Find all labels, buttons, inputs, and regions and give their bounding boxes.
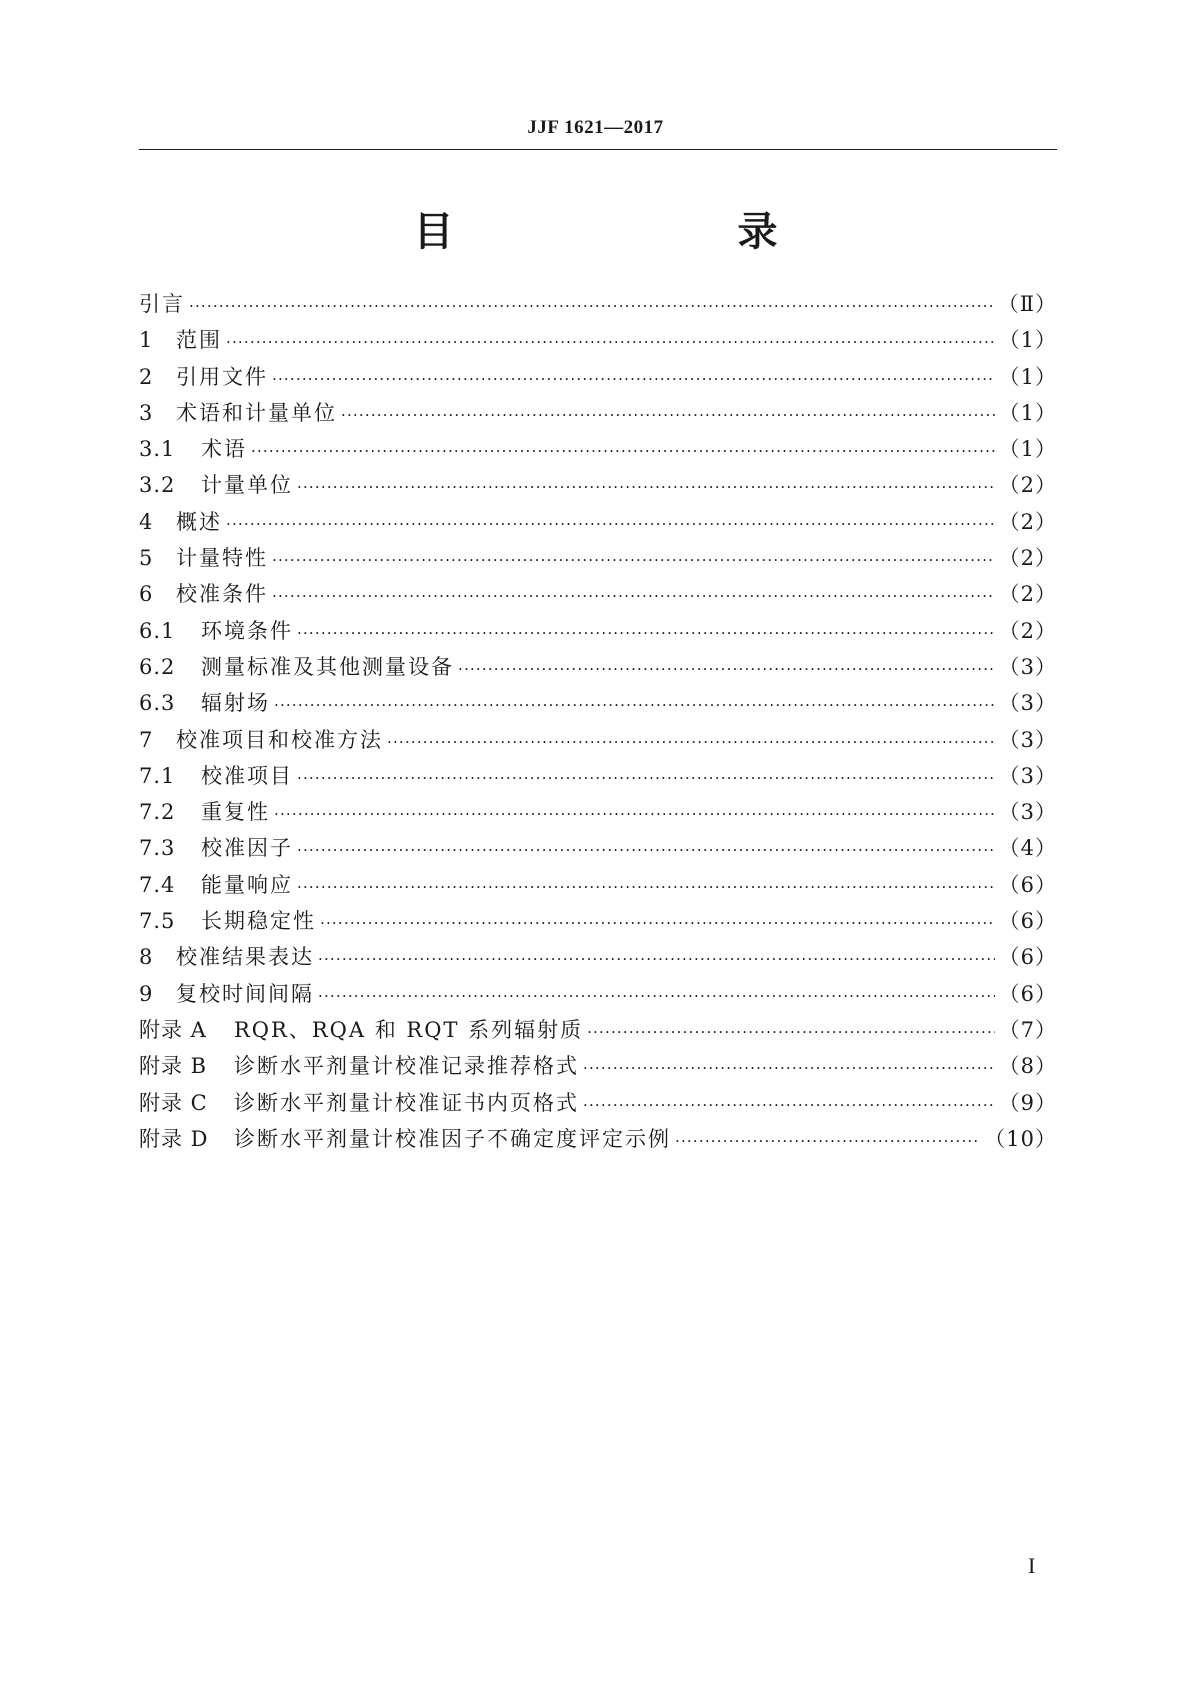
toc-entry-number: 附录 B bbox=[139, 1054, 208, 1079]
toc-entry-page: （3） bbox=[998, 691, 1057, 716]
toc-leader-dots bbox=[274, 687, 995, 723]
toc-entry-text: 计量单位 bbox=[201, 473, 293, 498]
toc-entry-page: （3） bbox=[998, 654, 1057, 679]
toc-entry-6-2[interactable] bbox=[139, 649, 1057, 685]
toc-entry-page: （2） bbox=[998, 509, 1057, 534]
toc-leader-dots bbox=[587, 1014, 995, 1050]
toc-entry-number: 7.2 bbox=[139, 800, 176, 825]
toc-entry-text: 校准条件 bbox=[176, 582, 268, 607]
toc-leader-dots bbox=[272, 542, 995, 578]
toc-entry-page: （1） bbox=[998, 400, 1057, 425]
toc-entry-number: 9 bbox=[139, 981, 154, 1006]
toc-entry-5[interactable] bbox=[139, 540, 1057, 576]
toc-entry-number: 附录 A bbox=[139, 1017, 207, 1042]
toc-leader-dots bbox=[272, 578, 995, 614]
toc-entry-number: 7.4 bbox=[139, 872, 176, 897]
toc-leader-dots bbox=[583, 1087, 995, 1123]
toc-entry-page: （6） bbox=[998, 945, 1057, 970]
toc-entry-2[interactable] bbox=[139, 359, 1057, 395]
toc-entry-page: （Ⅱ） bbox=[997, 292, 1057, 316]
toc-leader-dots bbox=[318, 941, 995, 977]
toc-entry-text: 计量特性 bbox=[176, 546, 268, 571]
toc-entry-number: 4 bbox=[139, 509, 154, 534]
toc-entry-text: 概述 bbox=[176, 509, 222, 534]
toc-entry-7-2[interactable] bbox=[139, 794, 1057, 830]
toc-entry-text: 校准结果表达 bbox=[176, 945, 314, 970]
toc-entry-6-3[interactable] bbox=[139, 685, 1057, 721]
toc-entry-page: （2） bbox=[998, 473, 1057, 498]
toc-title: 目 录 bbox=[413, 209, 846, 255]
toc-entry-page: （7） bbox=[998, 1017, 1057, 1042]
toc-entry-number: 6.2 bbox=[139, 654, 176, 679]
toc-leader-dots bbox=[297, 469, 995, 505]
toc-entry-text: 重复性 bbox=[201, 800, 270, 825]
page-number: I bbox=[1028, 1553, 1036, 1578]
toc-entry-text: 诊断水平剂量计校准证书内页格式 bbox=[234, 1090, 579, 1115]
toc-entry-number: 6.3 bbox=[139, 691, 176, 716]
toc-entry-number: 6.1 bbox=[139, 618, 176, 643]
toc-entry-text: 校准项目 bbox=[201, 763, 293, 788]
toc-entry-number: 7.1 bbox=[139, 763, 176, 788]
toc-entry-number: 1 bbox=[139, 328, 154, 353]
toc-leader-dots bbox=[251, 433, 995, 469]
toc-leader-dots bbox=[297, 869, 995, 905]
toc-entry-text: 能量响应 bbox=[201, 872, 293, 897]
toc-leader-dots bbox=[675, 1123, 980, 1159]
toc-entry-page: （1） bbox=[998, 328, 1057, 353]
toc-leader-dots bbox=[226, 506, 995, 542]
toc-leader-dots bbox=[341, 397, 995, 433]
toc-leader-dots bbox=[272, 361, 995, 397]
toc-leader-dots bbox=[297, 760, 995, 796]
toc-entry-number: 2 bbox=[139, 364, 154, 389]
toc-entry-number: 6 bbox=[139, 582, 154, 607]
toc-entry-number: 7.3 bbox=[139, 836, 176, 861]
toc-entry-text: 测量标准及其他测量设备 bbox=[201, 654, 454, 679]
header-rule bbox=[139, 149, 1057, 150]
toc-leader-dots bbox=[583, 1050, 995, 1086]
toc-entry-appendix-b[interactable] bbox=[139, 1048, 1057, 1084]
toc-entry-text: 环境条件 bbox=[201, 618, 293, 643]
document-code: JJF 1621—2017 bbox=[527, 117, 664, 138]
toc-entry-number: 7 bbox=[139, 727, 154, 752]
toc-entry-text: 校准项目和校准方法 bbox=[176, 727, 383, 752]
toc-entry-page: （6） bbox=[998, 872, 1057, 897]
toc-entry-6[interactable] bbox=[139, 576, 1057, 612]
toc-entry-page: （3） bbox=[998, 727, 1057, 752]
toc-entry-number: 8 bbox=[139, 945, 154, 970]
toc-entry-7[interactable] bbox=[139, 722, 1057, 758]
toc-entry-number: 3.2 bbox=[139, 473, 176, 498]
toc-entry-number: 3.1 bbox=[139, 437, 176, 462]
toc-entry-page: （3） bbox=[998, 800, 1057, 825]
toc-entry-appendix-d[interactable] bbox=[139, 1121, 1057, 1157]
toc-entry-page: （1） bbox=[998, 437, 1057, 462]
toc-entry-text: 术语和计量单位 bbox=[176, 400, 337, 425]
toc-entry-7-5[interactable] bbox=[139, 903, 1057, 939]
toc-entry-page: （4） bbox=[998, 836, 1057, 861]
toc-leader-dots bbox=[297, 832, 995, 868]
toc-entry-text: 引用文件 bbox=[176, 364, 268, 389]
toc-entry-page: （6） bbox=[998, 981, 1057, 1006]
toc-entry-text: 辐射场 bbox=[201, 691, 270, 716]
toc-entry-number: 附录 D bbox=[139, 1126, 209, 1151]
toc-leader-dots bbox=[189, 288, 994, 324]
toc-leader-dots bbox=[387, 724, 995, 760]
toc-entry-text: 诊断水平剂量计校准因子不确定度评定示例 bbox=[234, 1126, 671, 1151]
toc-leader-dots bbox=[320, 905, 995, 941]
toc-entry-page: （9） bbox=[998, 1090, 1057, 1115]
toc-entry-text: 长期稳定性 bbox=[201, 909, 316, 934]
toc-entry-9[interactable] bbox=[139, 976, 1057, 1012]
toc-entry-number: 3 bbox=[139, 400, 154, 425]
toc-entry-text: 校准因子 bbox=[201, 836, 293, 861]
toc-entry-3-2[interactable] bbox=[139, 467, 1057, 503]
toc-entry-page: （2） bbox=[998, 618, 1057, 643]
toc-entry-text: 范围 bbox=[176, 328, 222, 353]
toc-entry-page: （10） bbox=[984, 1126, 1057, 1151]
toc-entry-text: 引言 bbox=[139, 292, 185, 316]
toc-entry-4[interactable] bbox=[139, 504, 1057, 540]
toc-leader-dots bbox=[274, 796, 995, 832]
toc-entry-appendix-a[interactable] bbox=[139, 1012, 1057, 1048]
toc-entry-7-1[interactable] bbox=[139, 758, 1057, 794]
toc-entry-page: （3） bbox=[998, 763, 1057, 788]
toc-entry-page: （2） bbox=[998, 546, 1057, 571]
toc-entry-3[interactable] bbox=[139, 395, 1057, 431]
toc-leader-dots bbox=[318, 978, 995, 1014]
toc-entry-appendix-c[interactable] bbox=[139, 1085, 1057, 1121]
toc-entry-text: 术语 bbox=[201, 437, 247, 462]
toc-entry-page: （1） bbox=[998, 364, 1057, 389]
toc-leader-dots bbox=[226, 324, 995, 360]
toc-entry-3-1[interactable] bbox=[139, 431, 1057, 467]
toc-entry-text: 复校时间间隔 bbox=[176, 981, 314, 1006]
toc-entry-number: 附录 C bbox=[139, 1090, 208, 1115]
toc-entry-text: RQR、RQA 和 RQT 系列辐射质 bbox=[234, 1017, 584, 1042]
toc-leader-dots bbox=[458, 651, 995, 687]
table-of-contents bbox=[139, 286, 1057, 1157]
toc-entry-8[interactable] bbox=[139, 939, 1057, 975]
toc-entry-number: 5 bbox=[139, 546, 154, 571]
toc-entry-7-4[interactable] bbox=[139, 867, 1057, 903]
toc-entry-number: 7.5 bbox=[139, 909, 176, 934]
toc-entry-6-1[interactable] bbox=[139, 613, 1057, 649]
toc-entry-page: （6） bbox=[998, 909, 1057, 934]
toc-entry-text: 诊断水平剂量计校准记录推荐格式 bbox=[234, 1054, 579, 1079]
toc-entry-page: （8） bbox=[998, 1054, 1057, 1079]
toc-entry-page: （2） bbox=[998, 582, 1057, 607]
toc-leader-dots bbox=[297, 615, 995, 651]
toc-entry-1[interactable] bbox=[139, 322, 1057, 358]
toc-entry-7-3[interactable] bbox=[139, 830, 1057, 866]
toc-entry-intro[interactable] bbox=[139, 286, 1057, 322]
